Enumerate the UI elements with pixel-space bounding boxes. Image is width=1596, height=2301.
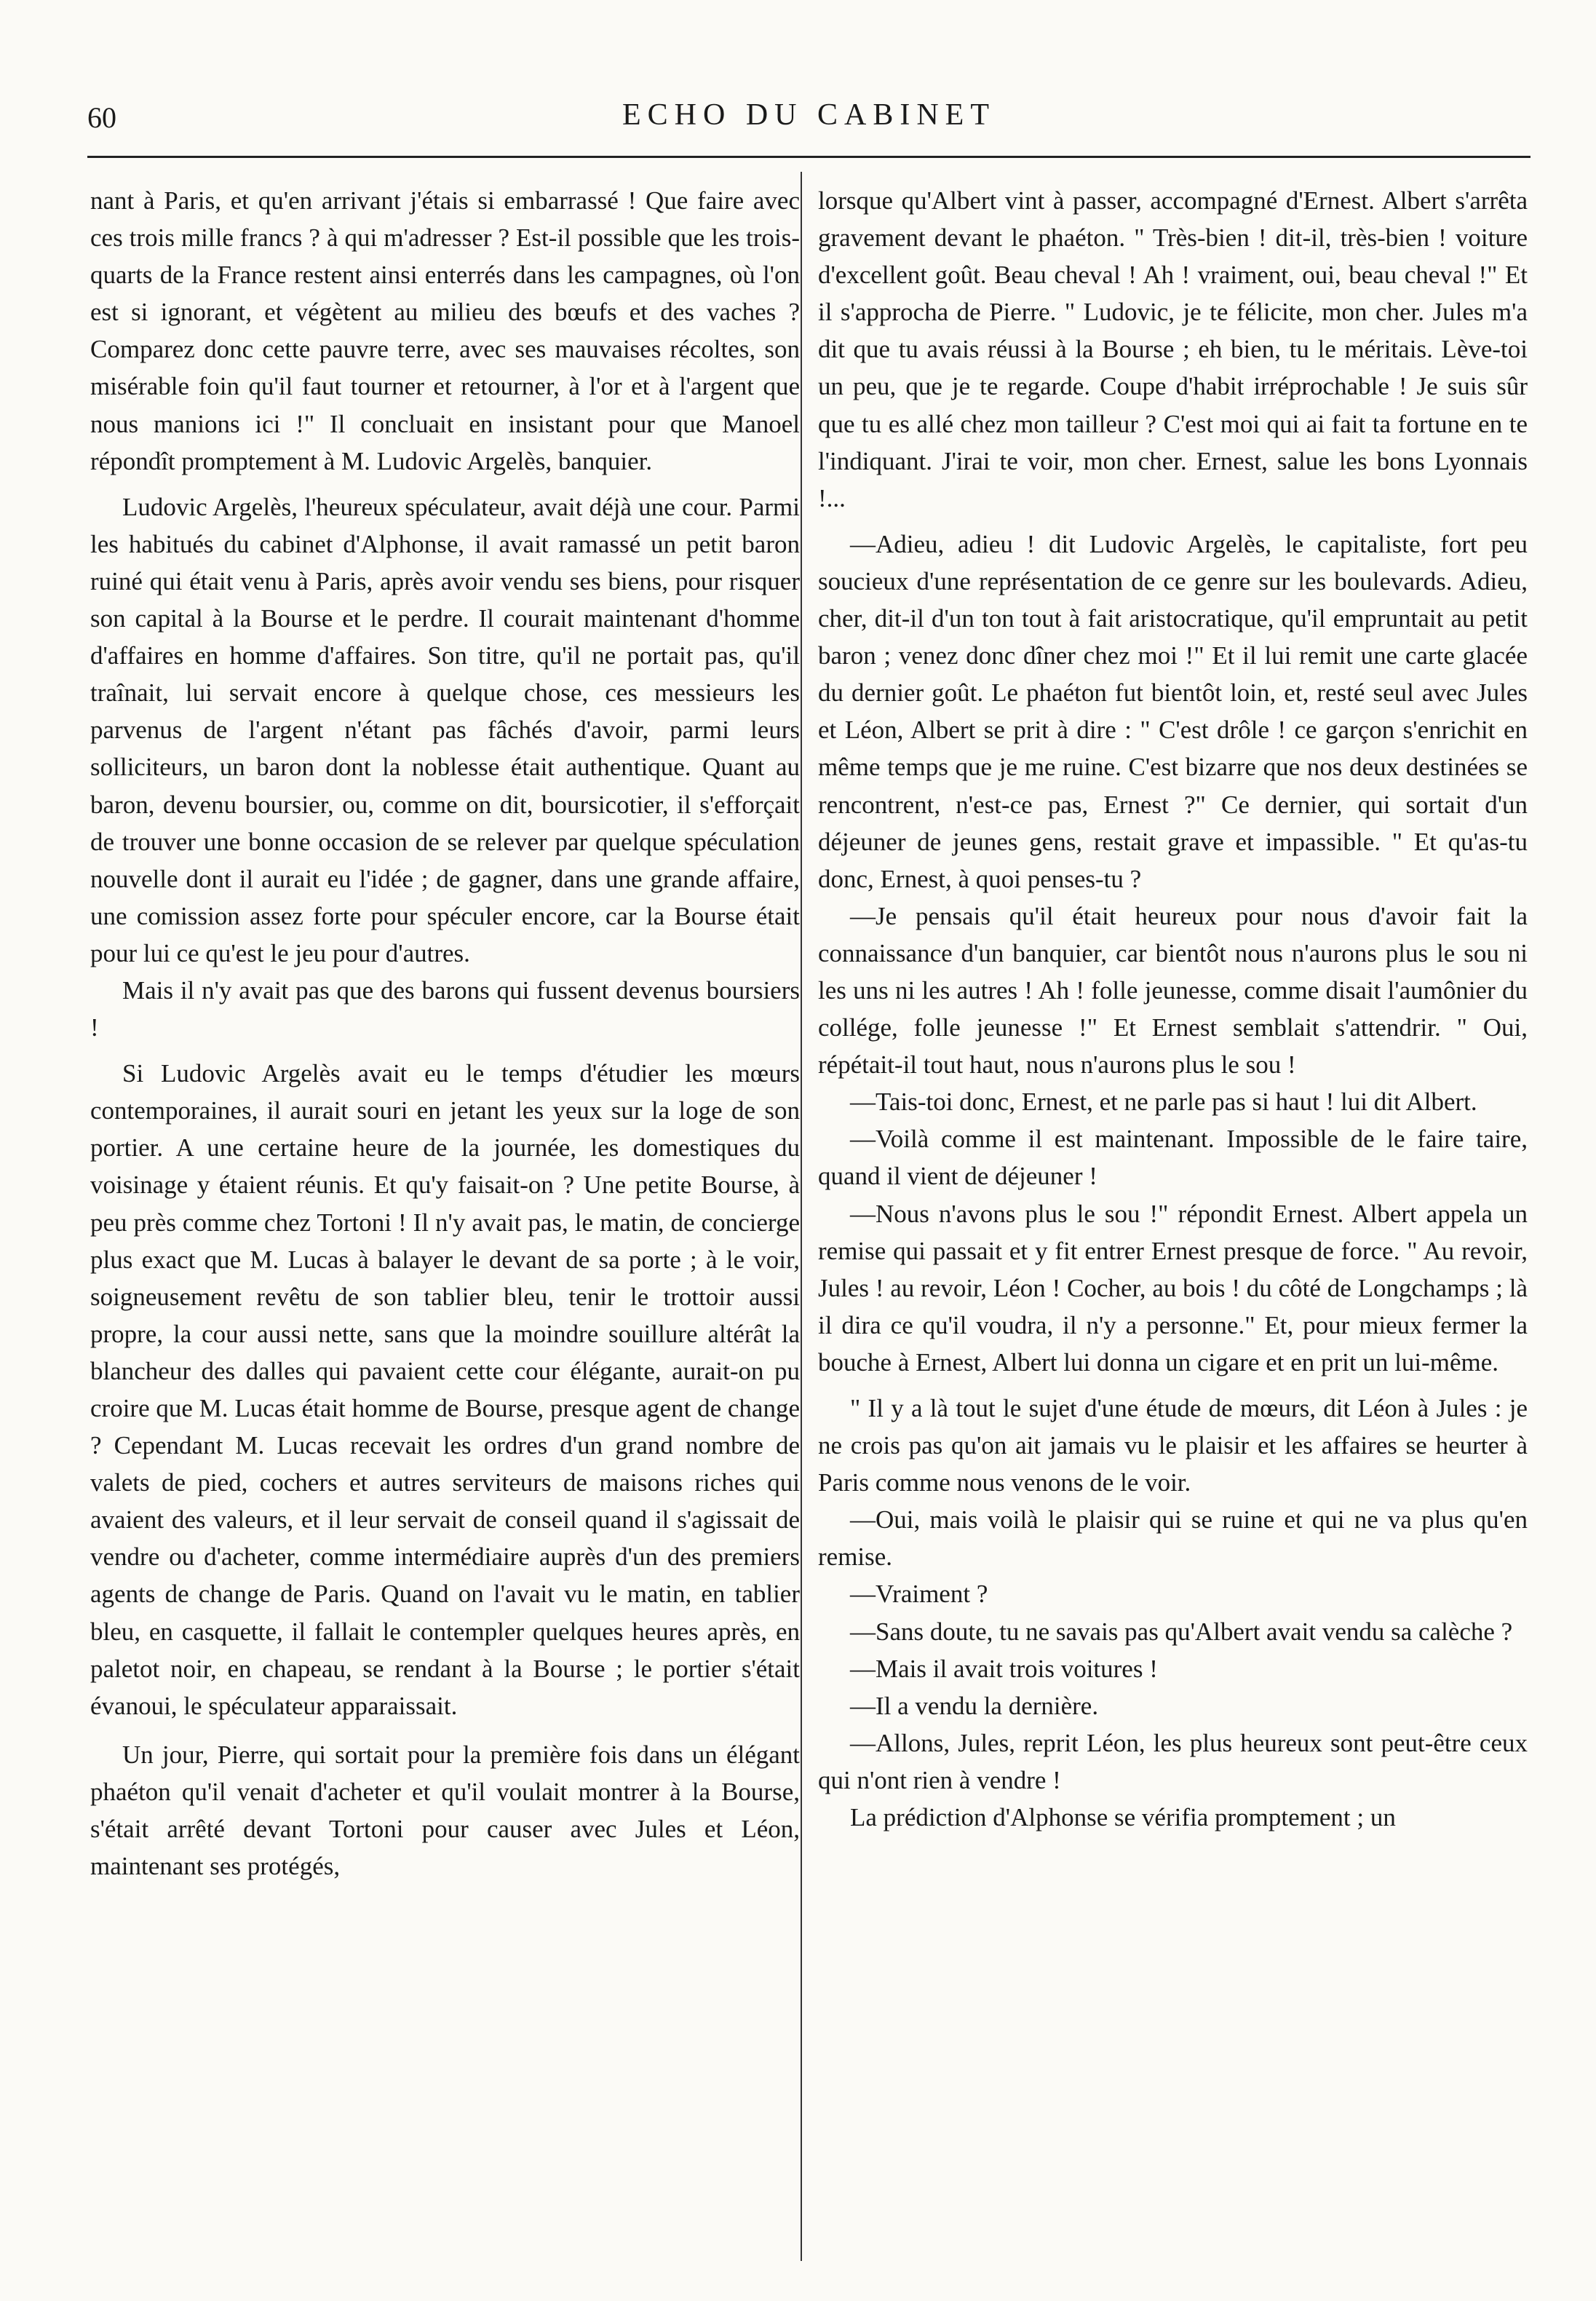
paragraph: —Je pensais qu'il était heureux pour nous d'avoir fait la connaissance d'un banquier, car bientôt nous n'aurons plus le sou ni les uns ni les autres ! Ah ! folle jeunesse, comme disait l'aumônier du collége, folle jeunesse !" Et Ernest semblait s'attendrir. " Oui, répétait-il tout haut, nous n'aurons plus le sou ! (818, 901, 1528, 1080)
paragraph: La prédiction d'Alphonse se vérifia promptement ; un (850, 1803, 1396, 1832)
paragraph: —Nous n'avons plus le sou !" répondit Ernest. Albert appela un remise qui passait et y fit entrer Ernest presque de force. " Au revoir, Jules ! au revoir, Léon ! Cocher, au bois ! du côté de Longchamps ; là il dira ce qu'il voudra, il n'y a personne." Et, pour mieux fermer la bouche à Ernest, Albert lui donna un cigare et en prit un lui-même. (818, 1199, 1528, 1377)
paragraph: —Adieu, adieu ! dit Ludovic Argelès, le capitaliste, fort peu soucieux d'une représentation de ce genre sur les boulevards. Adieu, cher, dit-il d'un ton tout à fait aristocratique, qu'il empruntait au petit baron ; venez donc dîner chez moi !" Et il lui remit une carte glacée du dernier goût. Le phaéton fut bientôt loin, et, resté seul avec Jules et Léon, Albert se prit à dire : " C'est drôle ! ce garçon s'enrichit en même temps que je me ruine. C'est bizarre que nos deux destinées se rencontrent, n'est-ce pas, Ernest ?" Ce dernier, qui sortait d'un déjeuner de jeunes gens, restait grave et impassible. " Et qu'as-tu donc, Ernest, à quoi penses-tu ? (818, 529, 1528, 893)
paragraph: Ludovic Argelès, l'heureux spéculateur, avait déjà une cour. Parmi les habitués du cabinet d'Alphonse, il avait ramassé un petit baron ruiné qui était venu à Paris, après avoir vendu ses biens, pour risquer son capital à la Bourse et le perdre. Il courait maintenant d'homme d'affaires en homme d'affaires. Son titre, qu'il ne portait pas, qu'il traînait, lui servait encore à quelque chose, ces messieurs les parvenus de l'argent n'étant pas fâchés d'avoir, parmi leurs solliciteurs, un baron dont la noblesse était authentique. Quant au baron, devenu boursier, ou, comme on dit, boursicotier, il s'efforçait de trouver une bonne occasion de se relever par quelque spéculation nouvelle dont il aurait eu l'idée ; de gagner, dans une grande affaire, une comission assez forte pour spéculer encore, car la Bourse était pour lui ce qu'est le jeu pour d'autres. (90, 492, 800, 967)
paragraph: Un jour, Pierre, qui sortait pour la première fois dans un élégant phaéton qu'il venait d'acheter et qu'il voulait montrer à la Bourse, s'était arrêté devant Tortoni pour causer avec Jules et Léon, maintenant ses protégés, (90, 1740, 800, 1881)
paragraph: nant à Paris, et qu'en arrivant j'étais si embarrassé ! Que faire avec ces trois mille francs ? à qui m'adresser ? Est-il possible que les trois-quarts de la France restent ainsi enterrés dans les campagnes, où l'on est si ignorant, et végètent au milieu des bœufs et des vaches ? Comparez donc cette pauvre terre, avec ses mauvaises récoltes, son misérable foin qu'il faut tourner et retourner, à l'or et à l'argent que nous manions ici !" Il concluait en insistant pour que Manoel répondît promptement à M. Ludovic Argelès, banquier. (90, 186, 800, 475)
paragraph: —Il a vendu la dernière. (850, 1691, 1099, 1720)
paragraph: " Il y a là tout le sujet d'une étude de mœurs, dit Léon à Jules : je ne crois pas qu'on ait jamais vu le plaisir et les affaires se heurter à Paris comme nous venons de le voir. (818, 1394, 1528, 1497)
column-divider (801, 172, 802, 2261)
paragraph: Si Ludovic Argelès avait eu le temps d'étudier les mœurs contemporaines, il aurait souri en jetant les yeux sur la loge de son portier. A une certaine heure de la journée, les domestiques du voisinage y étaient réunis. Et qu'y faisait-on ? Une petite Bourse, à peu près comme chez Tortoni ! Il n'y avait pas, le matin, de concierge plus exact que M. Lucas à balayer le devant de sa porte ; à le voir, soigneusement revêtu de son tablier bleu, tenir le trottoir aussi propre, la cour aussi nette, sans que la moindre souillure altérât la blancheur des dalles qui pavaient cette cour élégante, aurait-on pu croire que M. Lucas était homme de Bourse, presque agent de change ? Cependant M. Lucas recevait les ordres d'un grand nombre de valets de pied, cochers et autres serviteurs de maisons riches qui avaient des valeurs, et il leur servait de conseil quand il s'agissait de vendre ou d'acheter, comme intermédiaire auprès d'un des premiers agents de change de Paris. Quand on l'avait vu le matin, en tablier bleu, en casquette, il fallait le contempler quelques heures après, en paletot noir, en chapeau, se rendant à la Bourse ; le portier s'était évanoui, le spéculateur apparaissait. (90, 1059, 800, 1720)
header-rule (87, 156, 1531, 158)
paragraph: —Vraiment ? (850, 1580, 988, 1609)
paragraph: —Allons, Jules, reprit Léon, les plus heureux sont peut-être ceux qui n'ont rien à vendre ! (818, 1728, 1528, 1794)
right-column (818, 182, 1528, 1836)
paragraph: —Oui, mais voilà le plaisir qui se ruine et qui ne va plus qu'en remise. (818, 1505, 1528, 1572)
paragraph: Mais il n'y avait pas que des barons qui fussent devenus boursiers ! (90, 975, 800, 1042)
paragraph: —Voilà comme il est maintenant. Impossible de le faire taire, quand il vient de déjeuner ! (818, 1125, 1528, 1191)
page-number: 60 (87, 101, 116, 134)
journal-title: ECHO DU CABINET (622, 98, 996, 132)
left-column (90, 182, 800, 1885)
paragraph: —Sans doute, tu ne savais pas qu'Albert avait vendu sa calèche ? (850, 1617, 1513, 1646)
paragraph: lorsque qu'Albert vint à passer, accompagné d'Ernest. Albert s'arrêta gravement devant le phaéton. " Très-bien ! dit-il, très-bien ! voiture d'excellent goût. Beau cheval ! Ah ! vraiment, oui, beau cheval !" Et il s'approcha de Pierre. " Ludovic, je te félicite, mon cher. Jules m'a dit que tu avais réussi à la Bourse ; eh bien, tu le méritais. Lève-toi un peu, que je te regarde. Coupe d'habit irréprochable ! Je suis sûr que tu es allé chez mon tailleur ? C'est moi qui ai fait ta fortune en te l'indiquant. J'irai te voir, mon cher. Ernest, salue les bons Lyonnais !... (818, 186, 1528, 512)
paragraph: —Tais-toi donc, Ernest, et ne parle pas si haut ! lui dit Albert. (850, 1088, 1477, 1117)
paragraph: —Mais il avait trois voitures ! (850, 1654, 1158, 1683)
page-header (87, 93, 1531, 144)
